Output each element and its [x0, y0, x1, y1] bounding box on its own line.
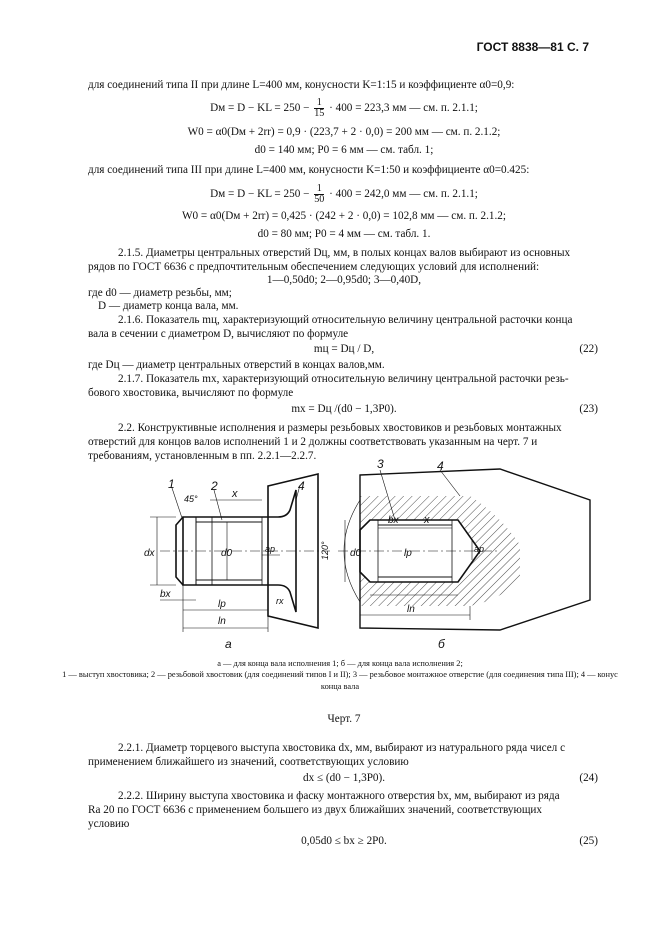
label-a-view: a [225, 637, 232, 651]
p215-conditions: 1—0,50d0; 2—0,95d0; 3—0,40D, [266, 274, 422, 286]
page-header: ГОСТ 8838—81 С. 7 [476, 40, 589, 54]
p22-line3: требованиям, установленным в пп. 2.2.1—2.2.7. [88, 450, 317, 462]
formula-24: dх ≤ (d0 − 1,3P0). [302, 772, 386, 784]
p215-where2: D — диаметр конца вала, мм. [98, 300, 239, 312]
type2-fraction-num: 1 [314, 98, 324, 109]
type3-intro: для соединений типа III при длине L=400 мм, конусности K=1:50 и коэффициенте α0=0.425: [88, 164, 530, 176]
type3-eq-dm-right: · 400 = 242,0 мм — см. п. 2.1.1; [329, 188, 478, 201]
label-b-120: 120° [320, 541, 330, 560]
drawing-a [150, 474, 330, 632]
label-a-x: x [232, 488, 238, 500]
type3-eq-d0: d0 = 80 мм; P0 = 4 мм — см. табл. 1. [257, 228, 431, 240]
p217-line1: 2.1.7. Показатель mх, характеризующий относительную величину центральной расточки резь- [118, 373, 569, 385]
label-a-ln: ln [218, 616, 226, 627]
label-a-d0: d0 [221, 548, 233, 559]
p22-line1: 2.2. Конструктивные исполнения и размеры резьбовых хвостовиков и резьбовых монтажных [118, 422, 562, 434]
label-a-45: 45° [184, 494, 198, 504]
p216-where: где Dц — диаметр центральных отверстий в концах валов,мм. [88, 359, 385, 371]
p215-line2: рядов по ГОСТ 6636 с предпочтительным обеспечением следующих условий для исполнений: [88, 261, 540, 273]
figure-caption [60, 658, 620, 692]
p216-line1: 2.1.6. Показатель mц, характеризующий относительную величину центральной расточки конца [118, 314, 573, 326]
type2-eq-w0: W0 = α0(Dм + 2rr) = 0,9 · (223,7 + 2 · 0,0) = 200 мм — см. п. 2.1.2; [187, 126, 501, 138]
label-a-lp: lp [218, 599, 226, 610]
type3-eq-w0: W0 = α0(Dм + 2rr) = 0,425 · (242 + 2 · 0,0) = 102,8 мм — см. п. 2.1.2; [181, 210, 506, 222]
formula-23: mх = Dц /(d0 − 1,3P0). [291, 403, 397, 415]
p222-line1: 2.2.2. Ширину выступа хвостовика и фаску монтажного отверстия bх, мм, выбирают из ряда [118, 790, 560, 802]
label-b-3: 3 [377, 457, 384, 471]
p216-line2: вала в сечении с диаметром D, вычисляют по формуле [88, 328, 349, 340]
drawing-b [338, 469, 590, 630]
label-b-lp: lp [404, 548, 412, 559]
label-a-ap: ap [265, 544, 276, 554]
type2-fraction-den: 15 [314, 108, 325, 120]
p217-line2: бового хвостовика, вычисляют по формуле [88, 387, 294, 399]
figure-number: Черт. 7 [327, 713, 361, 725]
label-b-bx: bx [388, 515, 399, 526]
label-a-dx: dx [144, 548, 155, 559]
type2-eq-d0: d0 = 140 мм; P0 = 6 мм — см. табл. 1; [254, 144, 434, 156]
formula-24-number: (24) [579, 772, 598, 784]
formula-22: mц = Dц / D, [313, 343, 375, 355]
p221-line1: 2.2.1. Диаметр торцевого выступа хвостовика dх, мм, выбирают из натурального ряда чисел с [118, 742, 566, 754]
label-a-rx: rx [276, 596, 284, 606]
label-b-ln: ln [407, 604, 415, 615]
label-b-x: x [424, 514, 430, 526]
label-a-1: 1 [168, 477, 175, 491]
label-b-view: б [438, 637, 445, 651]
formula-22-number: (22) [579, 343, 598, 355]
type2-eq-dm-right: · 400 = 223,3 мм — см. п. 2.1.1; [329, 102, 478, 115]
type3-fraction-num: 1 [314, 184, 324, 195]
p22-line2: отверстий для концов валов исполнений 1 и 2 должны соответствовать указанным на черт. 7 и [88, 436, 538, 448]
formula-25: 0,05d0 ≤ bх ≥ 2P0. [301, 835, 387, 847]
type2-intro: для соединений типа II при длине L=400 мм, конусности K=1:15 и коэффициенте α0=0,9: [88, 79, 515, 91]
formula-25-number: (25) [579, 835, 598, 847]
label-a-bx: bx [160, 589, 171, 600]
type3-eq-dm-left: Dм = D − KL = 250 − [210, 188, 310, 201]
p222-line3: условию [88, 818, 130, 830]
p215-where1: где d0 — диаметр резьбы, мм; [88, 287, 232, 299]
caption-line2: 1 — выступ хвостовика; 2 — резьбовой хвостовик (для соединений типов I и II); 3 — резьбовое монтажное отверстие (для соединения типа III); 4 — конус конца вала [62, 670, 618, 691]
p215-line1: 2.1.5. Диаметры центральных отверстий Dц, мм, в полых концах валов выбирают из основных [118, 247, 571, 259]
label-b-4: 4 [437, 459, 444, 473]
caption-line1: а — для конца вала исполнения 1; б — для конца вала исполнения 2; [217, 659, 463, 668]
p221-line2: применением ближайшего из значений, соответствующих условию [88, 756, 409, 768]
label-b-ap: ap [474, 544, 485, 554]
type3-fraction-den: 50 [314, 194, 325, 206]
label-a-2: 2 [211, 479, 218, 493]
p222-line2: Ra 20 по ГОСТ 6636 с применением большего из двух ближайших значений, соответствующих [88, 804, 543, 816]
label-a-4: 4 [298, 479, 305, 493]
label-b-d0: d0 [350, 548, 362, 559]
formula-23-number: (23) [579, 403, 598, 415]
type2-eq-dm-left: Dм = D − KL = 250 − [210, 102, 310, 115]
